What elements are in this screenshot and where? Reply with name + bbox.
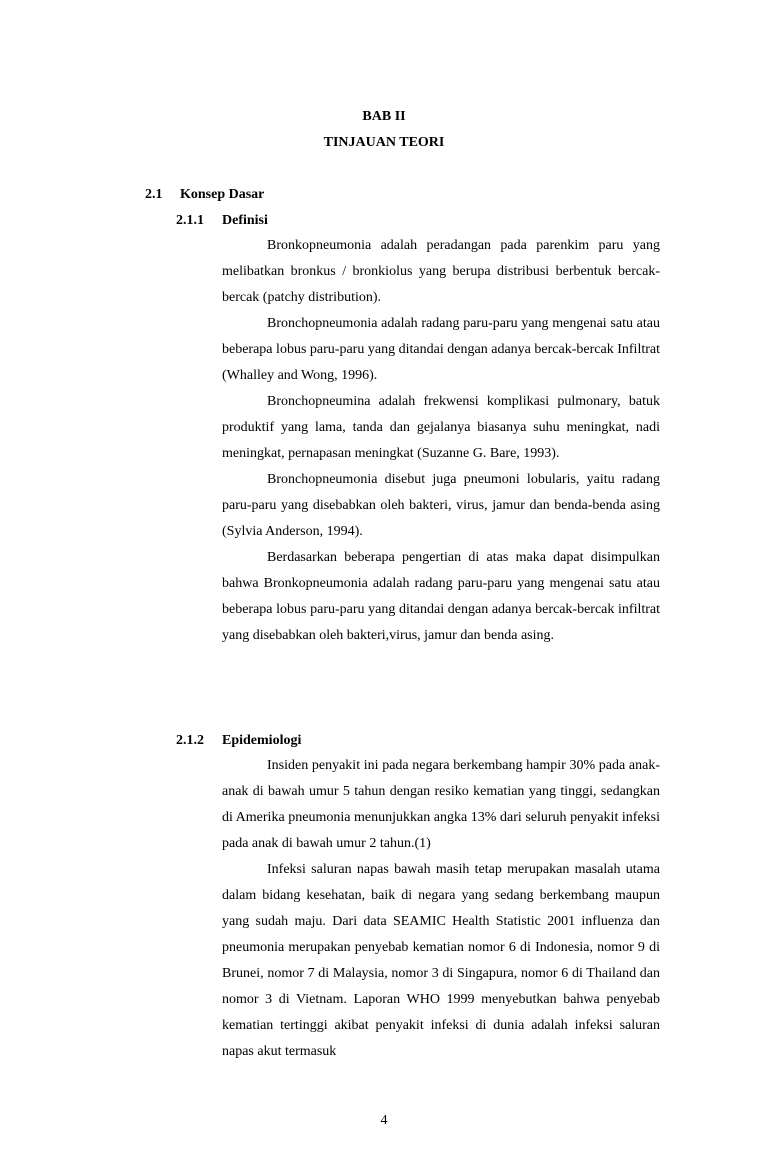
paragraph: Insiden penyakit ini pada negara berkembang hampir 30% pada anak-anak di bawah umur 5 tahun dengan resiko kematian yang tinggi, sedangkan di Amerika pneumonia menunjukkan angka 13% dari seluruh penyakit infeksi pada anak di bawah umur 2 tahun.(1) [222,758,660,851]
page-number: 4 [380,1113,388,1128]
paragraph: Berdasarkan beberapa pengertian di atas maka dapat disimpulkan bahwa Bronkopneumonia adalah radang paru-paru yang mengenai satu atau beberapa lobus paru-paru yang ditandai dengan adanya bercak-bercak infiltrat yang disebabkan oleh bakteri,virus, jamur dan benda asing. [222,550,660,643]
paragraph: Bronchopneumina adalah frekwensi komplikasi pulmonary, batuk produktif yang lama, tanda dan gejalanya biasanya suhu meningkat, nadi meningkat, pernapasan meningkat (Suzanne G. Bare, 1993). [222,394,660,461]
definisi-body [222,233,660,649]
paragraph: Bronchopneumonia adalah radang paru-paru yang mengenai satu atau beberapa lobus paru-paru yang ditandai dengan adanya bercak-bercak Infiltrat (Whalley and Wong, 1996). [222,316,660,383]
subsection-title-definisi: Definisi [222,213,268,228]
paragraph: Bronchopneumonia disebut juga pneumoni lobularis, yaitu radang paru-paru yang disebabkan oleh bakteri, virus, jamur dan benda-benda asing (Sylvia Anderson, 1994). [222,472,660,539]
subsection-number-epidemiologi: 2.1.2 [176,733,204,748]
section-number: 2.1 [145,187,163,202]
chapter-label: BAB II [362,109,406,124]
epidemiologi-body [222,753,660,1065]
section-title: Konsep Dasar [180,187,265,202]
chapter-title: TINJAUAN TEORI [323,135,445,150]
subsection-number-definisi: 2.1.1 [176,213,204,228]
paragraph: Bronkopneumonia adalah peradangan pada parenkim paru yang melibatkan bronkus / bronkiolus yang berupa distribusi berbentuk bercak-bercak (patchy distribution). [222,238,660,305]
subsection-title-epidemiologi: Epidemiologi [222,733,302,748]
paragraph: Infeksi saluran napas bawah masih tetap merupakan masalah utama dalam bidang kesehatan, baik di negara yang sedang berkembang maupun yang sudah maju. Dari data SEAMIC Health Statistic 2001 influenza dan pneumonia merupakan penyebab kematian nomor 6 di Indonesia, nomor 9 di Brunei, nomor 7 di Malaysia, nomor 3 di Singapura, nomor 6 di Thailand dan nomor 3 di Vietnam. Laporan WHO 1999 menyebutkan bahwa penyebab kematian tertinggi akibat penyakit infeksi di dunia adalah infeksi saluran napas akut termasuk [222,862,660,1059]
